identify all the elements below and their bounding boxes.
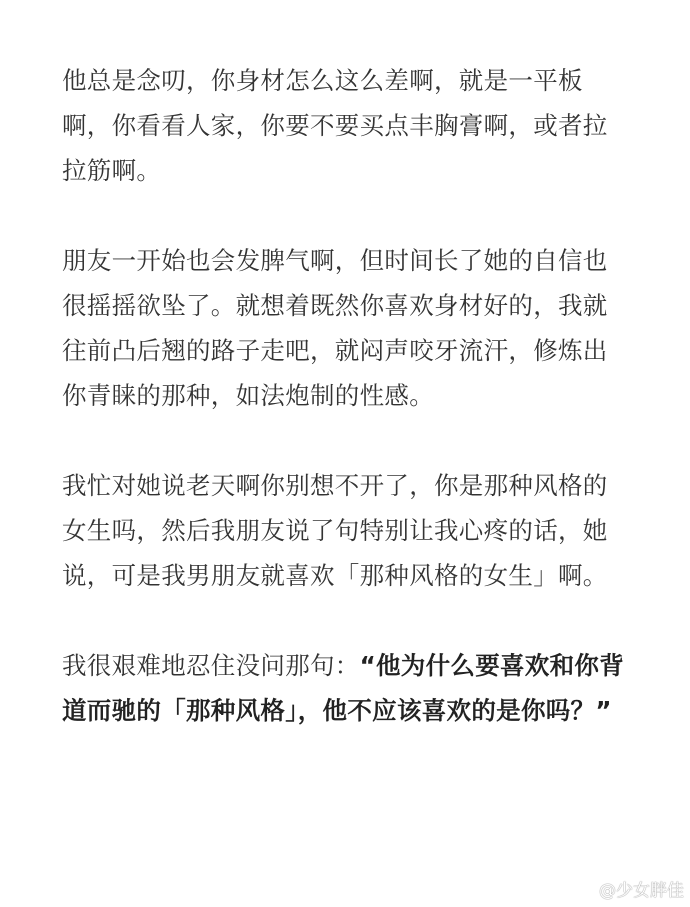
paragraph-2: 朋友一开始也会发脾气啊，但时间长了她的自信也很摇摇欲坠了。就想着既然你喜欢身材好的，我就往前凸后翘的路子走吧，就闷声咬牙流汗，修炼出你青睐的那种，如法炮制的性感。 <box>62 246 608 410</box>
article-body <box>62 58 632 733</box>
weibo-watermark: @少女胖佳 <box>599 881 684 901</box>
paragraph-4-lead: 我很艰难地忍住没问那句： <box>62 651 360 680</box>
paragraph-4 <box>62 643 632 733</box>
paragraph-3: 我忙对她说老天啊你别想不开了，你是那种风格的女生吗，然后我朋友说了句特别让我心疼的话，她说，可是我男朋友就喜欢「那种风格的女生」啊。 <box>62 471 608 590</box>
paragraph-4-bold-quote: “他为什么要喜欢和你背道而驰的「那种风格」，他不应该喜欢的是你吗？” <box>62 651 625 725</box>
paragraph-1: 他总是念叨，你身材怎么这么差啊，就是一平板啊，你看看人家，你要不要买点丰胸膏啊，或者拉拉筋啊。 <box>62 66 608 185</box>
